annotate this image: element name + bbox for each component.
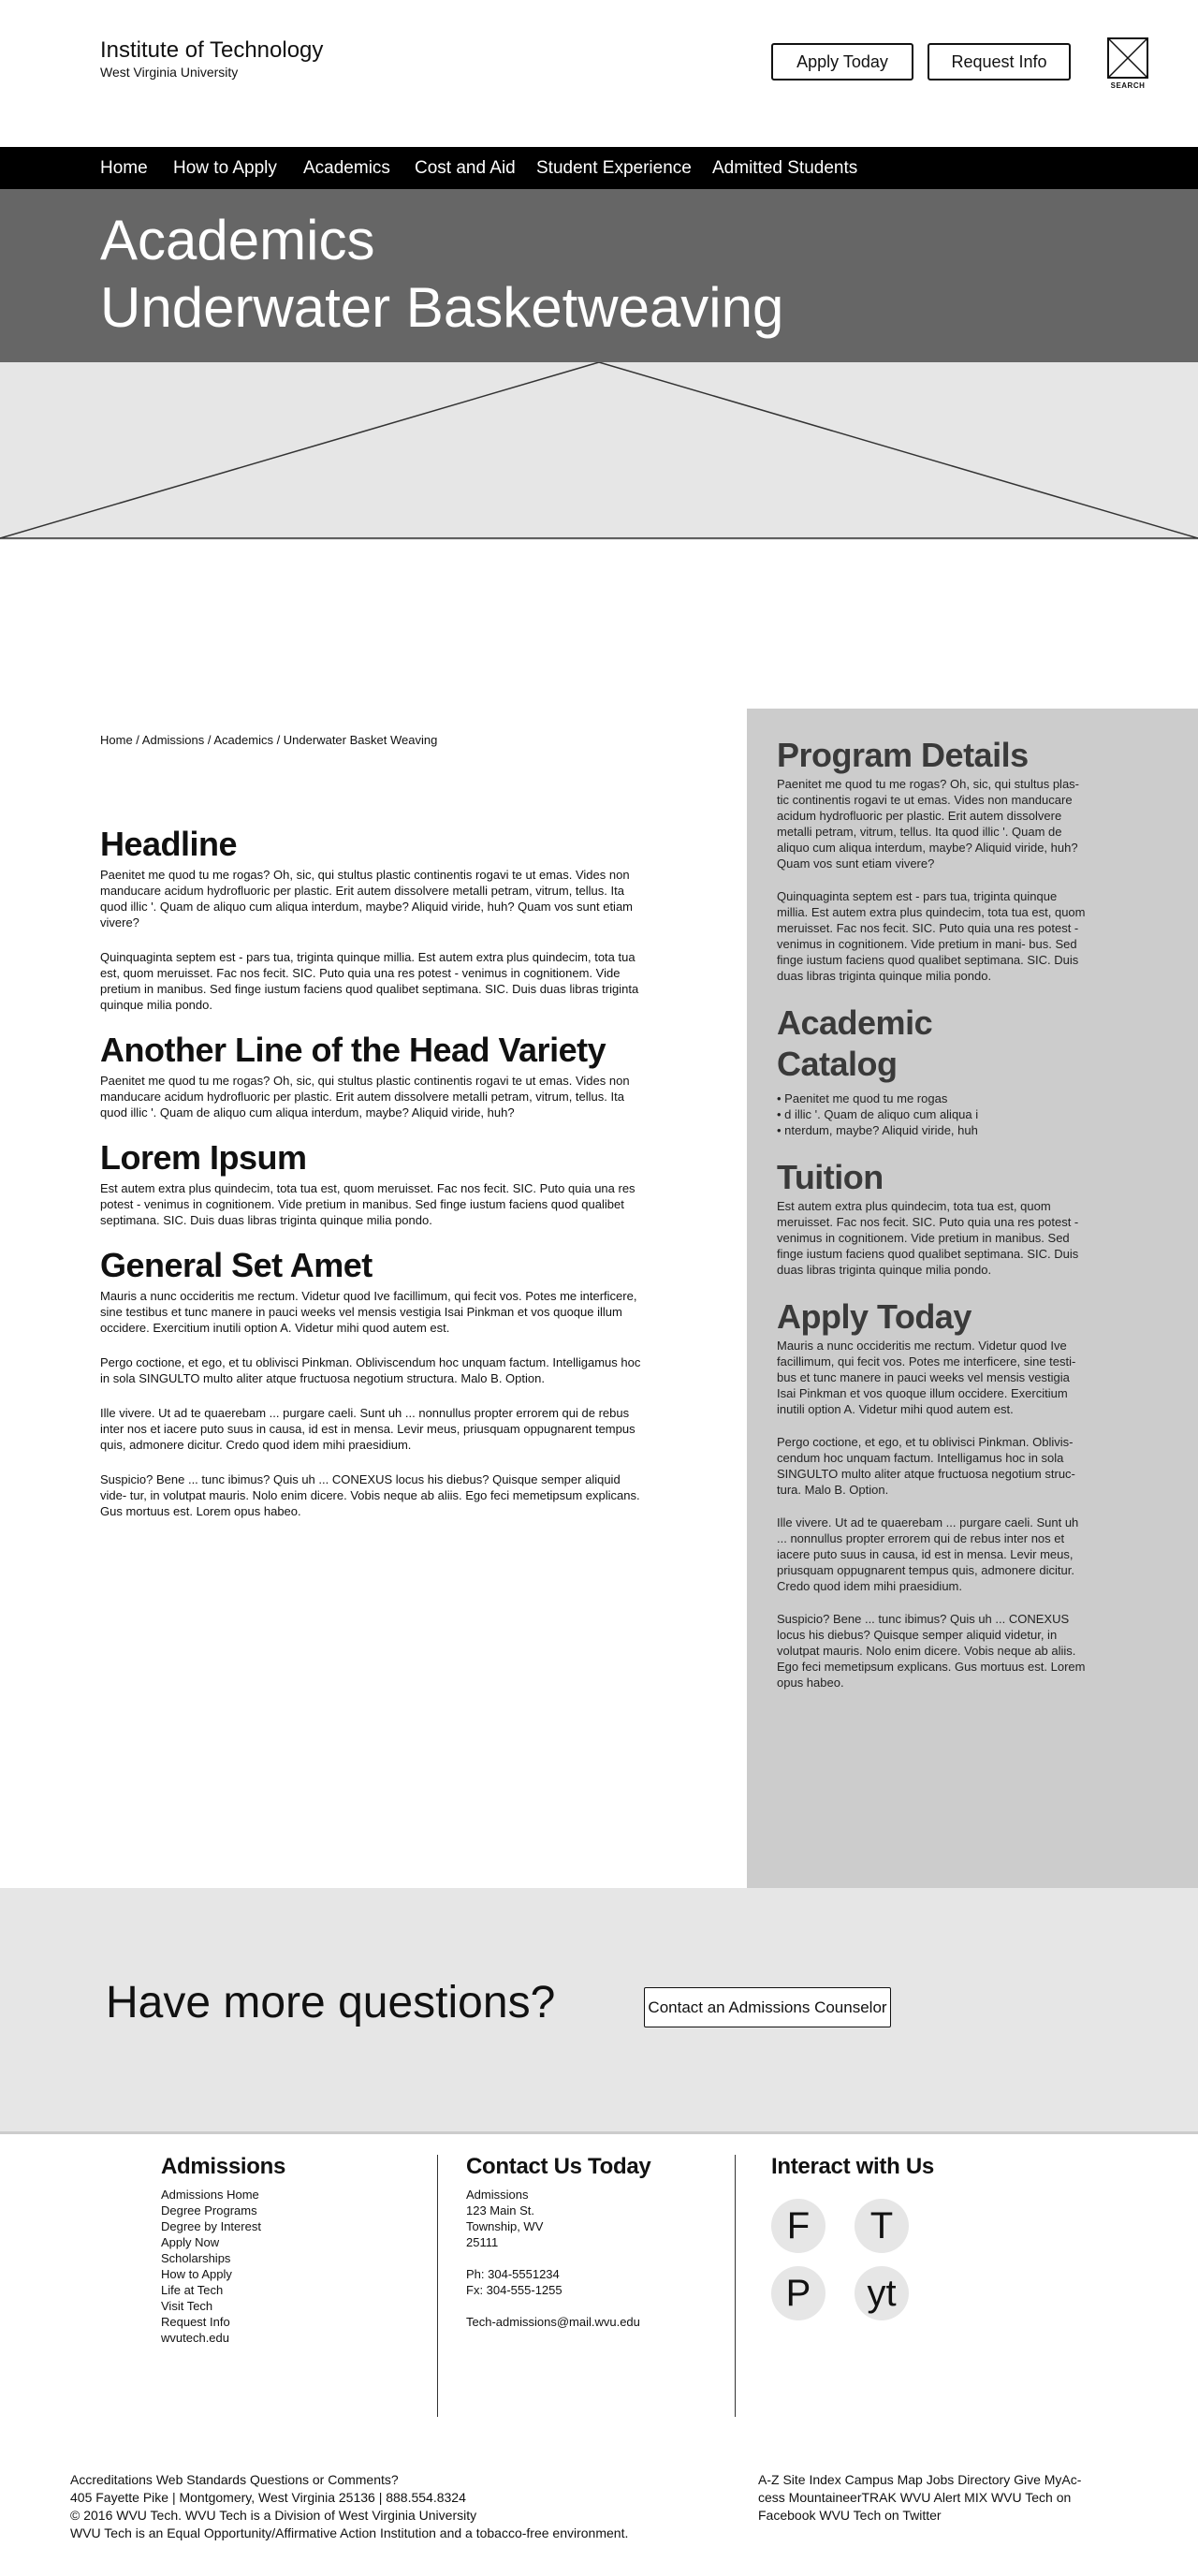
footer-link[interactable]: wvutech.edu — [161, 2331, 229, 2345]
facebook-icon[interactable]: F — [771, 2199, 825, 2253]
footer-divider — [735, 2155, 736, 2417]
academic-catalog-heading[interactable]: Catalog — [777, 1045, 898, 1083]
footer-interact-heading: Interact with Us — [771, 2154, 934, 2179]
footer-link[interactable]: Visit Tech — [161, 2299, 213, 2313]
footer-interact — [771, 2153, 1052, 2181]
body-paragraph: Paenitet me quod tu me rogas? Oh, sic, qui stultus plastic continentis rogavi te ut emas. Vides non manducare acidum hydrofluoric per plastic. Erit autem dissolvere metalli petram, vitrum, tellus. Ita quod illic '. Quam de aliquo cum aliqua interdum, maybe? Aliquid viride, huh? — [100, 1074, 630, 1120]
contact-email[interactable]: Tech-admissions@mail.wvu.edu — [466, 2315, 640, 2329]
nav-home[interactable]: Home — [100, 158, 148, 178]
questions-heading: Have more questions? — [106, 1978, 556, 2027]
footer-admissions — [161, 2153, 423, 2346]
footer-admissions-heading: Admissions — [161, 2154, 286, 2179]
twitter-icon[interactable]: T — [855, 2199, 909, 2253]
program-details-heading: Program Details — [777, 736, 1029, 774]
nav-academics[interactable]: Academics — [303, 158, 390, 178]
main-content — [100, 824, 648, 1519]
contact-line: Admissions — [466, 2188, 529, 2202]
body-paragraph: Mauris a nunc occideritis me rectum. Videtur quod Ive facillimum, qui fecit vos. Potes me interficere, sine testibus et tunc manere in pauci weeks vel mensis vestigia Isai Pinkman et vos quoque illum occidere. Exercitium inutili option A. Videtur mihi quod autem est. — [100, 1289, 637, 1335]
footer-link[interactable]: Request Info — [161, 2315, 230, 2329]
sidebar-paragraph: Paenitet me quod tu me rogas? Oh, sic, qui stultus plas- tic continentis rogavi te ut emas. Vides non manducare acidum hydrofluoric per plastic. Erit autem dissolvere metalli petram, vitrum, tellus. Ita quod illic '. Quam de aliquo cum aliqua interdum, maybe? Aliquid viride, huh? Quam vos sunt etiam vivere? — [777, 777, 1080, 871]
breadcrumb[interactable]: Home / Admissions / Academics / Underwater Basket Weaving — [100, 733, 438, 747]
nav-cost-and-aid[interactable]: Cost and Aid — [415, 158, 516, 178]
footer-legal-line: © 2016 WVU Tech. WVU Tech is a Division of West Virginia University — [70, 2508, 477, 2523]
request-info-button[interactable]: Request Info — [928, 43, 1071, 80]
nav-student-experience[interactable]: Student Experience — [536, 158, 692, 178]
questions-band — [0, 1888, 1198, 2131]
footer-contact — [466, 2153, 738, 2330]
headline: Headline — [100, 825, 238, 863]
footer-legal-line: 405 Fayette Pike | Montgomery, West Virginia 25136 | 888.554.8324 — [70, 2490, 466, 2505]
nav-how-to-apply[interactable]: How to Apply — [173, 158, 277, 178]
sidebar-paragraph: Quinquaginta septem est - pars tua, triginta quinque millia. Est autem extra plus quindecim, tota tua est, quom meruisset. Fac nos fecit. SIC. Puto quia una res potest - venimus in cognitionem. Vide pretium in mani- bus. Sed finge iustum faciens quod qualibet septimana. SIC. Duis duas libras triginta quinque milia pondo. — [777, 889, 1086, 983]
contact-phone[interactable]: Ph: 304-5551234 — [466, 2267, 560, 2281]
contact-fax: Fx: 304-555-1255 — [466, 2283, 562, 2297]
site-title[interactable]: Institute of Technology — [100, 37, 324, 63]
body-paragraph: Ille vivere. Ut ad te quaerebam ... purgare caeli. Sunt uh ... nonnullus propter errorem qui de rebus inter nos et iacere puto suus in causa, id est in mensa. Levir meus, priusquam oppugnarent tempus quis, admonere dicitur. Credo quod idem mihi praesidium. — [100, 1406, 636, 1452]
youtube-icon[interactable]: yt — [855, 2266, 909, 2320]
subheadline: Lorem Ipsum — [100, 1138, 307, 1177]
sidebar-content — [777, 735, 1086, 1690]
body-paragraph: Quinquaginta septem est - pars tua, triginta quinque millia. Est autem extra plus quindecim, tota tua est, quom meruisset. Fac nos fecit. SIC. Puto quia una res potest - venimus in cognitionem. Vide pretium in manibus. Sed finge iustum faciens quod qualibet septimana. SIC. Duis duas libras triginta quinque milia pondo. — [100, 950, 639, 1012]
hero-title: Academics — [100, 209, 375, 271]
footer-link[interactable]: Apply Now — [161, 2235, 220, 2249]
catalog-list-item[interactable]: • nterdum, maybe? Aliquid viride, huh — [777, 1123, 978, 1137]
apply-today-button[interactable]: Apply Today — [771, 43, 913, 80]
sidebar-paragraph: Est autem extra plus quindecim, tota tua est, quom meruisset. Fac nos fecit. SIC. Puto quia una res potest - venimus in cognitionem. Vide pretium in manibus. Sed finge iustum faciens quod qualibet septimana. SIC. Duis duas libras triginta quinque milia pondo. — [777, 1199, 1079, 1277]
search-icon[interactable] — [1107, 37, 1148, 79]
body-paragraph: Suspicio? Bene ... tunc ibimus? Quis uh ... CONEXUS locus his diebus? Quisque semper aliquid vide- tur, in volutpat mauris. Nolo enim dicere. Vobis neque ab aliis. Ego feci memetipsum explicans. Gus mortuus est. Lorem opus habeo. — [100, 1472, 640, 1518]
sidebar-paragraph: Suspicio? Bene ... tunc ibimus? Quis uh ... CONEXUS locus his diebus? Quisque semper aliquid videtur, in volutpat mauris. Nolo enim dicere. Vobis neque ab aliis. Ego feci memetipsum explicans. Gus mortuus est. Lorem opus habeo. — [777, 1612, 1086, 1690]
main-nav — [0, 147, 1198, 189]
subheadline: Another Line of the Head Variety — [100, 1031, 606, 1069]
footer-utility-links[interactable]: A-Z Site Index Campus Map Jobs Directory Give MyAc- cess MountaineerTRAK WVU Alert MIX WVU Tech on Facebook WVU Tech on Twitter — [758, 2472, 1082, 2523]
hero-subtitle: Underwater Basketweaving — [100, 276, 784, 339]
site-header — [0, 0, 1198, 147]
subheadline: General Set Amet — [100, 1246, 373, 1284]
sidebar-paragraph: Ille vivere. Ut ad te quaerebam ... purgare caeli. Sunt uh ... nonnullus propter errorem qui de rebus inter nos et iacere puto suus in causa, id est in mensa. Levir meus, priusquam oppugnarent tempus quis, admonere dicitur. Credo quod idem mihi praesidium. — [777, 1515, 1079, 1593]
footer-legal — [70, 2471, 725, 2542]
footer-link[interactable]: Life at Tech — [161, 2283, 224, 2297]
contact-line: 25111 — [466, 2235, 499, 2249]
contact-line: 123 Main St. — [466, 2203, 534, 2217]
nav-admitted-students[interactable]: Admitted Students — [712, 158, 858, 178]
body-paragraph: Pergo coctione, et ego, et tu oblivisci Pinkman. Obliviscendum hoc unquam factum. Intelligamus hoc in sola SINGULTO multo aliter atque fructuosa negotium structura. Malo B. Option. — [100, 1355, 641, 1385]
footer-link[interactable]: Degree by Interest — [161, 2219, 261, 2233]
footer-link[interactable]: How to Apply — [161, 2267, 232, 2281]
pinterest-icon[interactable]: P — [771, 2266, 825, 2320]
footer-link[interactable]: Scholarships — [161, 2251, 231, 2265]
sidebar-paragraph: Pergo coctione, et ego, et tu oblivisci Pinkman. Oblivis- cendum hoc unquam factum. Intelligamus hoc in sola SINGULTO multo aliter atque fructuosa negotium struc- tura. Malo B. Option. — [777, 1435, 1075, 1497]
site-subtitle: West Virginia University — [100, 65, 239, 80]
hero-banner — [0, 189, 1198, 362]
catalog-list-item[interactable]: • Paenitet me quod tu me rogas — [777, 1091, 948, 1105]
hero-image-placeholder — [0, 362, 1198, 540]
footer-legal-line: WVU Tech is an Equal Opportunity/Affirmative Action Institution and a tobacco-free environment. — [70, 2525, 629, 2540]
search-label[interactable]: SEARCH — [1110, 81, 1146, 90]
divider — [0, 2131, 1198, 2134]
catalog-list-item[interactable]: • d illic '. Quam de aliquo cum aliqua i — [777, 1107, 979, 1121]
tuition-heading: Tuition — [777, 1158, 884, 1196]
apply-today-heading: Apply Today — [777, 1297, 972, 1336]
footer-legal-line[interactable]: Accreditations Web Standards Questions or Comments? — [70, 2472, 399, 2487]
academic-catalog-heading[interactable]: Academic — [777, 1003, 933, 1042]
body-paragraph: Est autem extra plus quindecim, tota tua est, quom meruisset. Fac nos fecit. SIC. Puto quia una res potest - venimus in cognitionem. Vide pretium in manibus. Sed finge iustum faciens quod qualibet septimana. SIC. Duis duas libras triginta quinque milia pondo. — [100, 1181, 636, 1227]
sidebar-paragraph: Mauris a nunc occideritis me rectum. Videtur quod Ive facillimum, qui fecit vos. Potes me interficere, sine testi- bus et tunc manere in pauci weeks vel mensis vestigia Isai Pinkman et vos quoque illum occidere. Exercitium inutili option A. Videtur mihi quod autem est. — [777, 1339, 1076, 1416]
contact-counselor-button[interactable]: Contact an Admissions Counselor — [644, 1987, 891, 2027]
footer-link[interactable]: Degree Programs — [161, 2203, 257, 2217]
contact-line: Township, WV — [466, 2219, 544, 2233]
body-paragraph: Paenitet me quod tu me rogas? Oh, sic, qui stultus plastic continentis rogavi te ut emas. Vides non manducare acidum hydrofluoric per plastic. Erit autem dissolvere metalli petram, vitrum, tellus. Ita quod illic '. Quam de aliquo cum aliqua interdum, maybe? Aliquid viride, huh? Quam vos sunt etiam vivere? — [100, 868, 634, 929]
footer-divider — [437, 2155, 438, 2417]
footer-link[interactable]: Admissions Home — [161, 2188, 259, 2202]
footer-contact-heading: Contact Us Today — [466, 2154, 651, 2179]
